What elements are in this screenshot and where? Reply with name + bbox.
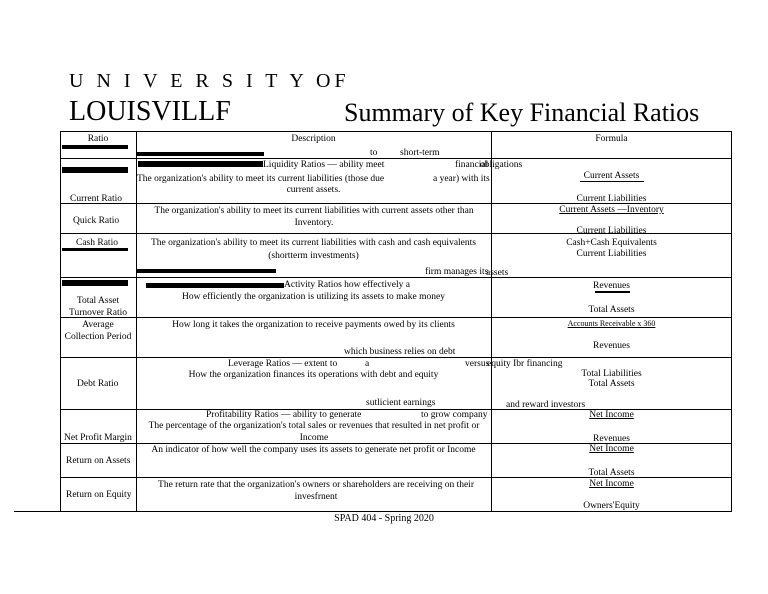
redaction-bar [146,283,284,288]
profitability-fragment-reward: and reward investors [506,400,586,410]
redaction-bar [136,152,264,156]
profitability-fragment-earnings: sutlicient earnings [366,398,436,408]
page-footer: SPAD 404 - Spring 2020 [334,513,434,524]
average-collection-period-formula-numerator: Accounts Receivable x 360 [567,319,656,328]
quick-ratio-description: The organization's ability to meet its current liabilities with current assets other than Inventory. [154,206,474,228]
column-header-ratio: Ratio [87,134,109,144]
leverage-fragment: which business relies on debt [344,347,456,357]
return-on-equity-formula-denominator: Owners'Equity [583,501,640,511]
profitability-heading: Profitability Ratios — ability to generate [206,410,362,420]
cash-ratio-description-cont: (shortterm investments) [268,251,359,261]
column-header-formula: Formula [595,134,628,144]
leverage-heading: Leverage Ratios — extent to [228,359,338,369]
row-divider [60,158,732,159]
average-collection-period-label: Average Collection Period [64,320,132,342]
cash-ratio-formula-denominator: Current Liabilities [576,249,647,259]
cash-ratio-label: Cash Ratio [76,238,118,248]
total-asset-turnover-formula-denominator: Total Assets [588,305,635,315]
row-divider [60,277,732,278]
liquidity-fragment-short-term: short-term [400,148,440,158]
activity-fragment: firm manages its [425,267,489,277]
fraction-bar [580,181,644,182]
liquidity-heading: Liquidity Ratios — ability meet [263,160,385,170]
cash-ratio-description: The organization's ability to meet its current liabilities with cash and cash equivalents [151,238,476,248]
document-title: Summary of Key Financial Ratios [344,98,700,127]
liquidity-fragment-obligations: obligations [480,160,523,170]
debt-ratio-formula-denominator: Total Assets [588,379,635,389]
cash-ratio-formula-numerator: Cash+Cash Equivalents [566,238,657,248]
debt-ratio-formula-numerator: Total Liabilities [581,369,642,379]
university-line-1: U N I V E R S I T Y OF [69,70,350,92]
current-ratio-description-cont: current assets. [286,185,341,195]
redaction-bar [136,269,276,273]
bottom-rule [14,511,60,512]
total-asset-turnover-formula-numerator: Revenues [593,281,630,291]
debt-ratio-description: How the organization finances its operations with debt and equity [188,370,439,380]
current-ratio-formula-numerator: Current Assets [583,171,640,181]
current-ratio-description-fragment: a year) with its [433,174,490,184]
profitability-fragment-grow: to grow company [421,410,488,420]
redaction-bar [138,161,263,167]
quick-ratio-formula-denominator: Current Liabilities [576,226,647,236]
total-asset-turnover-label: Total Asset Turnover Ratio [69,296,127,318]
redaction-bar [62,145,128,149]
return-on-assets-formula-numerator: Net Income [589,444,634,454]
average-collection-period-formula-denominator: Revenues [593,341,630,351]
net-profit-margin-label: Net Profit Margin [64,433,132,443]
current-ratio-formula-denominator: Current Liabilities [576,194,647,204]
quick-ratio-formula-numerator: Current Assets —Inventory [559,205,664,215]
liquidity-fragment-financial: financial [455,160,489,170]
return-on-equity-formula-numerator: Net Income [589,479,634,489]
net-profit-margin-description: The percentage of the organization's total sales or revenues that resulted in net profit or Income [148,421,480,443]
return-on-assets-formula-denominator: Total Assets [588,468,635,478]
column-header-description: Description [291,134,336,144]
university-name: LOUISVILLF [69,96,231,127]
leverage-fragment-a: a [365,359,370,369]
current-ratio-label: Current Ratio [70,194,122,204]
return-on-assets-description: An indicator of how well the company uses its assets to generate net profit or Income [151,445,476,455]
return-on-equity-description: The return rate that the organization's owners or shareholders are receiving on their invesfrnent [158,480,474,502]
return-on-equity-label: Return on Equity [66,490,132,500]
average-collection-period-description: How long it takes the organization to receive payments owed by its clients [172,320,455,330]
redaction-bar [62,280,128,286]
debt-ratio-label: Debt Ratio [77,379,119,389]
fraction-bar [595,291,630,293]
net-profit-margin-formula-numerator: Net Income [589,410,634,420]
total-asset-turnover-description: How efficiently the organization is utilizing its assets to make money [182,292,445,302]
current-ratio-description: The organization's ability to meet its current liabilities (those due [137,174,385,184]
net-profit-margin-formula-denominator: Revenues [593,434,630,444]
activity-heading: Activity Ratios how effectively a [284,280,410,290]
activity-fragment-assets: assets [486,268,509,278]
redaction-bar [62,167,128,173]
leverage-fragment-versus: versus [465,359,490,369]
liquidity-fragment-to: to [370,148,378,158]
quick-ratio-label: Quick Ratio [73,216,120,226]
redaction-bar [62,248,128,251]
return-on-assets-label: Return on Assets [66,456,131,466]
leverage-fragment-equity: equity Ibr financing [487,359,563,369]
